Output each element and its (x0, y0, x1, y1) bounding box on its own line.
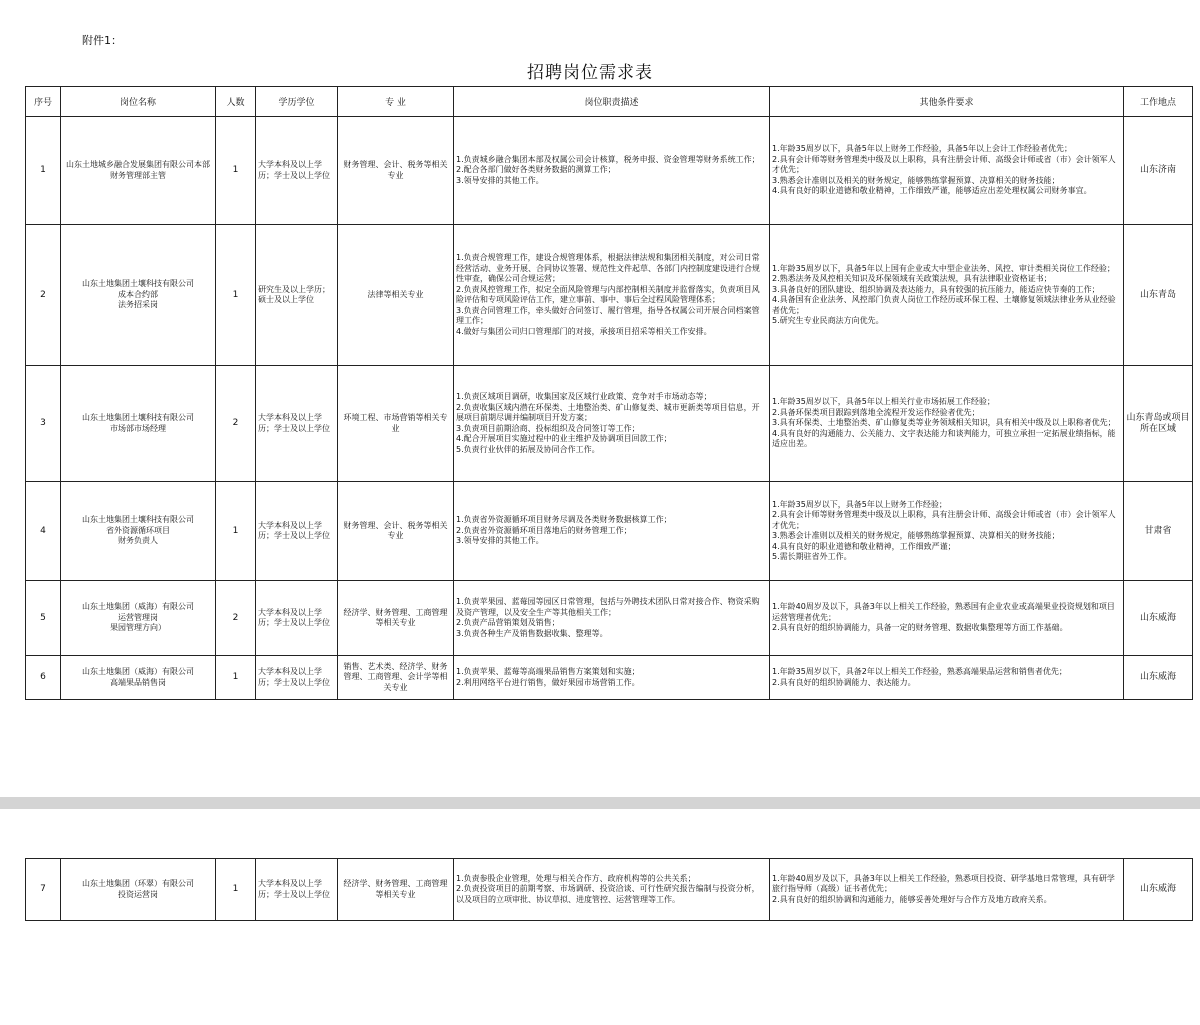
major: 经济学、财务管理、工商管理等相关专业 (338, 859, 454, 921)
duties (454, 859, 770, 921)
major: 环境工程、市场营销等相关专业 (338, 366, 454, 482)
headcount: 1 (216, 117, 256, 225)
work-location: 山东青岛 (1124, 225, 1193, 366)
position-line: 山东土地集团（威海）有限公司 (82, 667, 194, 676)
position-name (61, 117, 216, 225)
header-duties: 岗位职责描述 (454, 87, 770, 117)
requirements (770, 225, 1124, 366)
requirement-item: 1.年龄35周岁以下，具备5年以上相关行业市场拓展工作经验； (772, 397, 995, 407)
position-line: 山东土地集团土壤科技有限公司 (82, 515, 194, 525)
page-separator (0, 797, 1200, 809)
work-location: 山东威海 (1124, 581, 1193, 656)
duty-item: 3.负责项目前期洽商、投标组织及合同签订等工作； (456, 423, 640, 433)
position-name (61, 581, 216, 656)
requirement-item: 2.具备环保类项目跟踪到落地全流程开发运作经验者优先； (772, 407, 980, 417)
document-page-2 (0, 809, 1200, 1025)
duties (454, 482, 770, 581)
position-line: 高端果品销售岗 (110, 677, 166, 687)
requirement-item: 3.熟悉会计准则以及相关的财务规定，能够熟练掌握预算、决算相关的财务技能； (772, 175, 1060, 185)
duties (454, 117, 770, 225)
position-name (61, 482, 216, 581)
position-line: 省外资源循环项目 (106, 525, 170, 535)
education: 研究生及以上学历；硕士及以上学位 (256, 225, 338, 366)
header-count: 人数 (216, 87, 256, 117)
duty-item: 3.领导安排的其他工作。 (456, 536, 544, 546)
table-row (26, 656, 1193, 700)
education: 大学本科及以上学历；学士及以上学位 (256, 366, 338, 482)
headcount: 1 (216, 482, 256, 581)
header-major: 专 业 (338, 87, 454, 117)
header-education: 学历学位 (256, 87, 338, 117)
education: 大学本科及以上学历；学士及以上学位 (256, 656, 338, 700)
requirement-item: 2.具有良好的组织协调能力、表达能力。 (772, 677, 916, 687)
position-name (61, 656, 216, 700)
duty-item: 1.负责城乡融合集团本部及权属公司会计核算，税务申报、资金管理等财务系统工作； (456, 154, 760, 164)
duty-item: 1.负责苹果、蓝莓等高端果品销售方案策划和实施； (456, 667, 640, 676)
duty-item: 1.负责区域项目调研，收集国家及区域行业政策、竞争对手市场动态等； (456, 392, 712, 401)
requirement-item: 5.研究生专业民商法方向优先。 (772, 316, 884, 325)
duty-item: 2.负责产品营销策划及销售； (456, 618, 560, 627)
requirement-item: 1.年龄35周岁以下，具备5年以上财务工作经验； (772, 499, 947, 509)
duty-item: 3.负责合同管理工作，牵头做好合同签订、履行管理，指导各权属公司开展合同档案管理工作； (456, 305, 760, 325)
duty-item: 2.配合各部门做好各类财务数据的测算工作； (456, 165, 616, 175)
requirements (770, 859, 1124, 921)
requirements (770, 656, 1124, 700)
education: 大学本科及以上学历；学士及以上学位 (256, 117, 338, 225)
headcount: 2 (216, 581, 256, 656)
row-number: 3 (26, 366, 61, 482)
duty-item: 2.负责省外资源循环项目落地后的财务管理工作； (456, 525, 632, 535)
duties (454, 656, 770, 700)
duty-item: 2.利用网络平台进行销售，做好果园市场营销工作。 (456, 677, 640, 687)
row-number: 1 (26, 117, 61, 225)
requirements (770, 117, 1124, 225)
work-location: 山东济南 (1124, 117, 1193, 225)
major: 财务管理、会计、税务等相关专业 (338, 117, 454, 225)
row-number: 7 (26, 859, 61, 921)
work-location: 山东威海 (1124, 859, 1193, 921)
attachment-label: 附件1： (82, 34, 122, 47)
table-row (26, 482, 1193, 581)
table-header-row (26, 87, 1193, 117)
duty-item: 1.负责合规管理工作，建设合规管理体系，根据法律法规和集团相关制度，对公司日常经营活动、业务开展、合同协议签署、规范性文件起草、各部门内控制度建设进行合规性审查，确保公司合规运营； (456, 253, 760, 283)
duty-item: 2.负责风控管理工作，拟定全面风险管理与内部控制相关制度并监督落实，负责项目风险评估和专项风险评估工作，建立事前、事中、事后全过程风险管理体系； (456, 284, 760, 304)
position-name (61, 225, 216, 366)
requirement-item: 5.需长期驻省外工作。 (772, 552, 852, 561)
headcount: 1 (216, 225, 256, 366)
work-location: 甘肃省 (1124, 482, 1193, 581)
recruitment-table-continued (25, 858, 1193, 921)
requirement-item: 2.具有会计师等财务管理类中级及以上职称，具有注册会计师、高级会计师或省（市）会计领军人才优先； (772, 510, 1116, 530)
requirement-item: 1.年龄35周岁以下，具备5年以上国有企业或大中型企业法务、风控、审计类相关岗位工作经验； (772, 263, 1115, 273)
position-line: 法务招采岗 (118, 300, 158, 310)
table-row (26, 859, 1193, 921)
position-line: 山东土地集团土壤科技有限公司 (82, 279, 194, 289)
duty-item: 1.负责苹果园、蓝莓园等园区日常管理，包括与外聘技术团队日常对接合作、物资采购及资产管理，以及安全生产等其他相关工作； (456, 597, 760, 617)
headcount: 1 (216, 656, 256, 700)
duty-item: 4.做好与集团公司归口管理部门的对接，承接项目招采等相关工作安排。 (456, 326, 712, 336)
requirement-item: 2.具有会计师等财务管理类中级及以上职称，具有注册会计师、高级会计师或省（市）会计领军人才优先； (772, 154, 1116, 175)
work-location: 山东威海 (1124, 656, 1193, 700)
duty-item: 5.负责行业伙伴的拓展及协同合作工作。 (456, 444, 600, 454)
headcount: 2 (216, 366, 256, 482)
major: 法律等相关专业 (338, 225, 454, 366)
position-line: 市场部市场经理 (110, 423, 166, 433)
row-number: 6 (26, 656, 61, 700)
position-name (61, 859, 216, 921)
requirement-item: 3.具有环保类、土地整治类、矿山修复类等业务领域相关知识，具有相关中级及以上职称者优先； (772, 418, 1116, 428)
header-no: 序号 (26, 87, 61, 117)
page-title: 招聘岗位需求表 (527, 63, 653, 83)
education: 大学本科及以上学历；学士及以上学位 (256, 859, 338, 921)
education: 大学本科及以上学历；学士及以上学位 (256, 482, 338, 581)
position-line: 山东土地集团（环翠）有限公司 (82, 879, 194, 888)
requirement-item: 1.年龄35周岁以下，具备2年以上相关工作经验，熟悉高端果品运营和销售者优先； (772, 667, 1067, 676)
requirement-item: 2.具有良好的组织协调能力，具备一定的财务管理、数据收集整理等方面工作基础。 (772, 623, 1068, 633)
header-location: 工作地点 (1124, 87, 1193, 117)
position-line: 财务管理部主管 (110, 170, 166, 180)
requirement-item: 4.具有良好的职业道德和敬业精神，工作细致严谨； (772, 541, 956, 551)
position-line: 成本合约部 (118, 289, 158, 299)
duty-item: 1.负责参股企业管理，处理与相关合作方、政府机构等的公共关系； (456, 873, 696, 883)
table-row (26, 581, 1193, 656)
requirement-item: 3.熟悉会计准则以及相关的财务规定，能够熟练掌握预算、决算相关的财务技能； (772, 531, 1060, 540)
duties (454, 581, 770, 656)
position-line: 果园管理方向） (110, 623, 166, 633)
requirement-item: 2.具有良好的组织协调和沟通能力，能够妥善处理好与合作方及地方政府关系。 (772, 894, 1052, 904)
duty-item: 2.负责收集区域内潜在环保类、土地整治类、矿山修复类、城市更新类等项目信息，开展项目前期尽调并编制项目开发方案； (456, 402, 760, 422)
row-number: 5 (26, 581, 61, 656)
requirements (770, 366, 1124, 482)
duty-item: 2.负责投资项目的前期考察、市场调研、投资洽谈、可行性研究报告编制与投资分析，以及项目的立项审批、协议草拟、进度管控、运营管理等工作。 (456, 884, 760, 904)
header-requirements: 其他条件要求 (770, 87, 1124, 117)
duty-item: 4.配合开展项目实施过程中的业主维护及协调项目回款工作； (456, 434, 672, 443)
requirements (770, 581, 1124, 656)
requirement-item: 3.具备良好的团队建设、组织协调及表达能力，具有较强的抗压能力，能适应快节奏的工作； (772, 284, 1100, 294)
recruitment-table (25, 86, 1193, 700)
row-number: 2 (26, 225, 61, 366)
duty-item: 3.负责各种生产及销售数据收集、整理等。 (456, 628, 608, 638)
table-row (26, 366, 1193, 482)
duty-item: 3.领导安排的其他工作。 (456, 175, 544, 185)
duties (454, 225, 770, 366)
position-line: 山东土地集团（威海）有限公司 (82, 602, 194, 612)
position-line: 投资运营岗 (118, 889, 158, 899)
requirement-item: 1.年龄40周岁及以下，具备3年以上相关工作经验，熟悉项目投资、研学基地日常管理，具有研学旅行指导师（高级）证书者优先； (772, 873, 1115, 894)
position-line: 财务负责人 (118, 536, 158, 546)
requirement-item: 1.年龄40周岁及以下，具备3年以上相关工作经验，熟悉国有企业农业或高端果业投资规划和项目运营管理者优先； (772, 602, 1115, 622)
table-row (26, 117, 1193, 225)
requirement-item: 4.具有良好的职业道德和敬业精神，工作细致严谨，能够适应出差处理权属公司财务事宜。 (772, 186, 1092, 196)
headcount: 1 (216, 859, 256, 921)
major: 销售、艺术类、经济学、财务管理、工商管理、会计学等相关专业 (338, 656, 454, 700)
requirement-item: 4.具备国有企业法务、风控部门负责人岗位工作经历或环保工程、土壤修复领域法律业务从业经验者优先； (772, 295, 1116, 315)
position-line: 运营管理岗 (118, 612, 158, 622)
table-row (26, 225, 1193, 366)
requirement-item: 4.具有良好的沟通能力、公关能力、文字表达能力和谈判能力，可独立承担一定拓展业绩指标，能适应出差。 (772, 428, 1116, 449)
major: 经济学、财务管理、工商管理等相关专业 (338, 581, 454, 656)
duty-item: 1.负责省外资源循环项目财务尽调及各类财务数据核算工作； (456, 515, 672, 525)
requirements (770, 482, 1124, 581)
requirement-item: 2.熟悉法务及风控相关知识及环保领域有关政策法规，具有法律职业资格证书； (772, 274, 1052, 283)
position-line: 山东土地集团土壤科技有限公司 (82, 413, 194, 422)
position-name (61, 366, 216, 482)
requirement-item: 1.年龄35周岁以下，具备5年以上财务工作经验，具备5年以上会计工作经验者优先； (772, 144, 1072, 154)
major: 财务管理、会计、税务等相关专业 (338, 482, 454, 581)
position-line: 山东土地城乡融合发展集团有限公司本部 (66, 160, 210, 169)
row-number: 4 (26, 482, 61, 581)
header-position: 岗位名称 (61, 87, 216, 117)
duties (454, 366, 770, 482)
work-location: 山东青岛或项目所在区域 (1124, 366, 1193, 482)
education: 大学本科及以上学历；学士及以上学位 (256, 581, 338, 656)
